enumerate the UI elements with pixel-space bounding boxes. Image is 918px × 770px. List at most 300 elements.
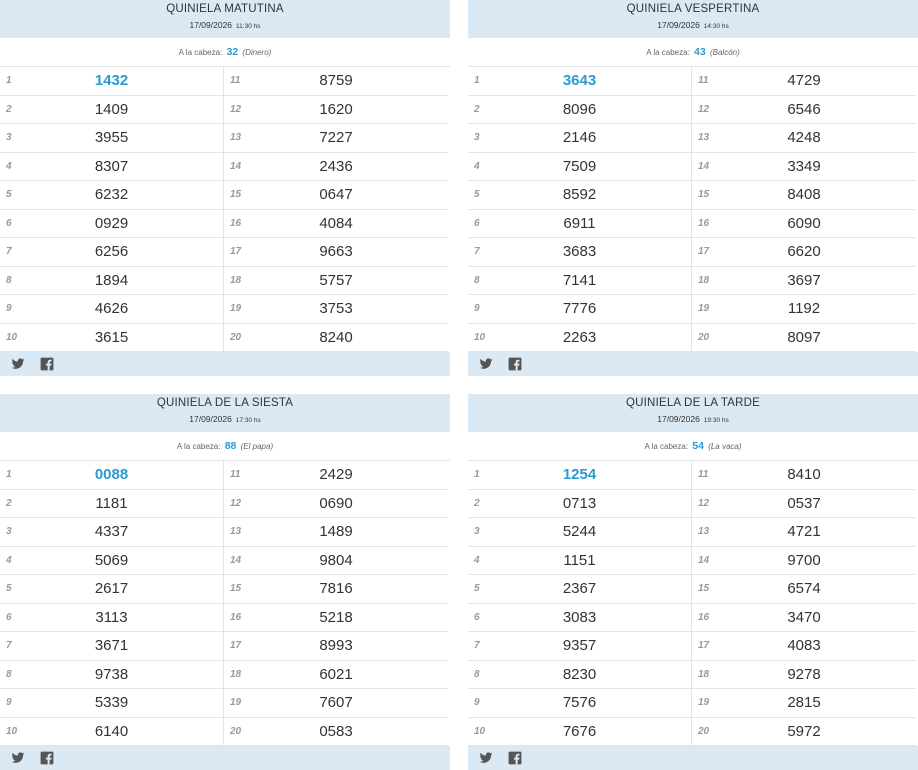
result-position: 1 xyxy=(6,75,12,86)
result-position: 19 xyxy=(230,697,242,708)
result-position: 10 xyxy=(6,725,18,737)
result-number: 5069 xyxy=(94,551,129,569)
result-row xyxy=(224,689,448,718)
cabeza-meaning: (El papa) xyxy=(240,442,274,451)
result-row xyxy=(468,267,691,296)
result-number: 1409 xyxy=(94,100,129,118)
result-number: 7141 xyxy=(562,271,597,289)
draw-hour: 11:30 hs xyxy=(236,23,261,30)
results-grid xyxy=(468,461,918,746)
result-position: 18 xyxy=(230,274,242,286)
results-grid xyxy=(0,67,450,352)
result-row xyxy=(692,490,916,519)
result-row xyxy=(692,547,916,576)
result-row xyxy=(224,324,448,353)
result-number: 6140 xyxy=(94,722,129,740)
result-position: 13 xyxy=(230,526,242,537)
result-number: 1432 xyxy=(94,72,129,89)
twitter-icon[interactable] xyxy=(11,751,25,765)
result-position: 2 xyxy=(6,103,12,115)
result-row xyxy=(224,153,448,182)
result-position: 11 xyxy=(230,75,241,86)
result-number: 5339 xyxy=(94,694,129,711)
result-number: 1181 xyxy=(95,494,128,512)
result-number: 7816 xyxy=(319,580,353,597)
result-row xyxy=(468,153,691,182)
draw-hour: 14:30 hs xyxy=(703,23,729,30)
result-number: 7576 xyxy=(562,694,597,711)
result-row xyxy=(468,461,691,490)
result-row xyxy=(0,267,223,296)
cabeza-number: 32 xyxy=(226,46,239,58)
cabeza-label: A la cabeza: xyxy=(176,442,221,451)
result-number: 4248 xyxy=(787,129,821,146)
result-number: 0929 xyxy=(94,214,129,232)
result-position: 1 xyxy=(474,75,480,86)
cabeza-meaning: (Balcón) xyxy=(709,48,740,57)
result-position: 18 xyxy=(230,668,242,680)
result-position: 20 xyxy=(230,331,242,343)
result-number: 3615 xyxy=(94,328,129,346)
facebook-icon[interactable] xyxy=(508,357,522,371)
result-row xyxy=(692,604,916,633)
result-row xyxy=(0,604,223,633)
cabeza-label: A la cabeza: xyxy=(646,48,690,57)
result-number: 7607 xyxy=(319,694,353,711)
result-position: 13 xyxy=(698,526,710,537)
result-number: 7227 xyxy=(319,129,353,146)
panel-title: QUINIELA DE LA TARDE xyxy=(626,397,760,409)
result-row xyxy=(224,267,448,296)
result-number: 2263 xyxy=(562,328,597,346)
result-position: 7 xyxy=(6,640,12,651)
result-position: 17 xyxy=(230,640,242,651)
draw-hour: 19:30 hs xyxy=(703,417,729,424)
result-number: 9663 xyxy=(319,243,353,260)
result-number: 2815 xyxy=(787,694,821,711)
result-row xyxy=(692,632,916,661)
result-row xyxy=(0,124,223,153)
result-row xyxy=(692,295,916,324)
result-number: 5757 xyxy=(319,271,353,289)
result-number: 4626 xyxy=(94,300,129,317)
result-row xyxy=(224,518,448,547)
result-number: 8408 xyxy=(787,186,821,203)
result-row xyxy=(468,181,691,210)
result-position: 12 xyxy=(698,103,710,115)
result-number: 3683 xyxy=(562,243,597,260)
result-row xyxy=(224,661,448,690)
result-position: 19 xyxy=(230,303,242,314)
result-row xyxy=(692,181,916,210)
result-position: 16 xyxy=(230,611,242,623)
result-row xyxy=(0,181,223,210)
draw-date: 17/09/2026 xyxy=(189,20,233,30)
draw-hour: 17:30 hs xyxy=(235,417,261,424)
result-number: 8307 xyxy=(94,157,129,175)
result-row xyxy=(692,461,916,490)
result-row xyxy=(0,96,223,125)
result-position: 16 xyxy=(698,217,710,229)
panel-date xyxy=(468,18,918,34)
result-row xyxy=(0,689,223,718)
cabeza-number: 43 xyxy=(694,46,706,58)
result-number: 7776 xyxy=(562,300,597,317)
result-number: 7509 xyxy=(562,157,597,175)
result-position: 19 xyxy=(698,303,710,314)
result-position: 15 xyxy=(698,189,710,200)
result-row xyxy=(224,295,448,324)
result-row xyxy=(692,661,916,690)
result-position: 5 xyxy=(474,189,480,200)
result-number: 6090 xyxy=(787,214,821,232)
result-position: 3 xyxy=(474,526,480,537)
result-row xyxy=(468,518,691,547)
cabeza-number: 54 xyxy=(692,440,704,452)
result-position: 9 xyxy=(474,697,480,708)
panel-date xyxy=(0,412,450,428)
results-grid xyxy=(0,461,450,746)
results-column-left xyxy=(468,461,692,746)
panel-footer xyxy=(468,746,918,770)
panel-title: QUINIELA MATUTINA xyxy=(166,3,284,15)
result-position: 12 xyxy=(230,497,242,509)
results-grid xyxy=(468,67,918,352)
result-position: 3 xyxy=(6,132,12,143)
cabeza-number: 88 xyxy=(224,440,237,452)
result-row xyxy=(692,718,916,747)
result-number: 3113 xyxy=(95,608,128,626)
result-position: 18 xyxy=(698,668,710,680)
result-position: 3 xyxy=(6,526,12,537)
result-row xyxy=(692,518,916,547)
result-position: 2 xyxy=(6,497,12,509)
result-row xyxy=(692,575,916,604)
result-position: 13 xyxy=(698,132,710,143)
result-number: 2367 xyxy=(562,580,597,597)
result-row xyxy=(468,238,691,267)
results-column-left xyxy=(468,67,692,352)
result-row xyxy=(468,575,691,604)
result-number: 2617 xyxy=(94,580,129,597)
facebook-icon[interactable] xyxy=(40,751,54,765)
cabeza-row xyxy=(0,38,450,67)
cabeza-row xyxy=(468,38,918,67)
result-row xyxy=(0,490,223,519)
panel-header xyxy=(0,0,450,38)
result-position: 13 xyxy=(230,132,242,143)
draw-date: 17/09/2026 xyxy=(657,414,700,424)
result-row xyxy=(224,490,448,519)
draw-date: 17/09/2026 xyxy=(657,20,700,30)
result-row xyxy=(0,632,223,661)
result-position: 2 xyxy=(474,103,480,115)
result-position: 5 xyxy=(6,189,12,200)
result-row xyxy=(692,210,916,239)
result-row xyxy=(0,238,223,267)
panel-siesta xyxy=(0,394,450,770)
result-row xyxy=(224,632,448,661)
result-row xyxy=(0,718,223,747)
result-number: 6232 xyxy=(94,186,129,203)
cabeza-row xyxy=(468,432,918,461)
panel-vespertina xyxy=(468,0,918,376)
result-row xyxy=(468,324,691,353)
result-row xyxy=(224,461,448,490)
result-row xyxy=(468,124,691,153)
result-position: 14 xyxy=(698,554,710,566)
result-row xyxy=(692,238,916,267)
twitter-icon[interactable] xyxy=(11,357,25,371)
result-position: 15 xyxy=(230,583,242,594)
result-row xyxy=(224,210,448,239)
result-row xyxy=(468,604,691,633)
panel-header xyxy=(468,0,918,38)
result-row xyxy=(0,518,223,547)
result-row xyxy=(468,718,691,747)
cabeza-meaning: (Dinero) xyxy=(242,48,272,57)
result-row xyxy=(0,324,223,353)
result-number: 4721 xyxy=(787,523,821,540)
result-number: 8097 xyxy=(787,328,821,346)
result-number: 8993 xyxy=(319,637,353,654)
result-number: 3753 xyxy=(319,300,353,317)
result-position: 2 xyxy=(474,497,480,509)
result-row xyxy=(468,632,691,661)
draw-date: 17/09/2026 xyxy=(189,414,232,424)
result-position: 8 xyxy=(474,668,480,680)
result-number: 9804 xyxy=(319,551,353,569)
result-position: 6 xyxy=(6,217,12,229)
result-position: 11 xyxy=(698,75,709,86)
result-row xyxy=(468,295,691,324)
result-number: 1620 xyxy=(319,100,353,118)
result-position: 4 xyxy=(474,160,480,172)
result-row xyxy=(692,689,916,718)
result-position: 6 xyxy=(474,611,480,623)
panel-header xyxy=(0,394,450,432)
result-position: 18 xyxy=(698,274,710,286)
results-column-right xyxy=(692,67,916,352)
result-row xyxy=(0,575,223,604)
result-number: 1192 xyxy=(787,300,821,317)
result-row xyxy=(224,604,448,633)
result-number: 0690 xyxy=(319,494,353,512)
result-position: 8 xyxy=(474,274,480,286)
result-position: 5 xyxy=(6,583,12,594)
result-row xyxy=(468,210,691,239)
result-number: 6546 xyxy=(787,100,821,118)
panel-date xyxy=(468,412,918,428)
panel-footer xyxy=(0,352,450,376)
result-number: 3643 xyxy=(562,72,597,89)
result-number: 3671 xyxy=(94,637,129,654)
result-row xyxy=(692,267,916,296)
result-position: 15 xyxy=(230,189,242,200)
result-number: 8759 xyxy=(319,72,353,89)
result-position: 4 xyxy=(6,160,12,172)
result-position: 10 xyxy=(474,725,486,737)
result-row xyxy=(224,96,448,125)
twitter-icon[interactable] xyxy=(479,751,493,765)
result-position: 17 xyxy=(698,640,710,651)
result-row xyxy=(0,547,223,576)
result-row xyxy=(0,295,223,324)
result-number: 8230 xyxy=(562,665,597,683)
result-row xyxy=(468,689,691,718)
result-number: 2146 xyxy=(562,129,597,146)
result-number: 0088 xyxy=(94,466,129,483)
result-position: 1 xyxy=(6,469,12,480)
result-position: 14 xyxy=(230,554,242,566)
result-number: 5218 xyxy=(319,608,353,626)
twitter-icon[interactable] xyxy=(479,357,493,371)
result-position: 3 xyxy=(474,132,480,143)
panel-footer xyxy=(0,746,450,770)
result-position: 16 xyxy=(230,217,242,229)
result-position: 7 xyxy=(474,640,480,651)
result-position: 15 xyxy=(698,583,710,594)
result-position: 6 xyxy=(474,217,480,229)
result-number: 8592 xyxy=(562,186,597,203)
result-number: 7676 xyxy=(562,722,597,740)
result-row xyxy=(468,547,691,576)
result-position: 4 xyxy=(6,554,12,566)
result-number: 1151 xyxy=(563,551,596,569)
cabeza-meaning: (La vaca) xyxy=(708,442,742,451)
results-column-right xyxy=(224,67,448,352)
result-position: 16 xyxy=(698,611,710,623)
result-number: 4083 xyxy=(787,637,821,654)
panel-title: QUINIELA DE LA SIESTA xyxy=(156,397,294,409)
result-number: 6911 xyxy=(563,214,596,232)
panel-header xyxy=(468,394,918,432)
result-position: 20 xyxy=(698,331,710,343)
result-position: 8 xyxy=(6,274,12,286)
result-number: 9357 xyxy=(562,637,597,654)
result-row xyxy=(224,718,448,747)
result-row xyxy=(692,124,916,153)
result-position: 9 xyxy=(6,697,12,708)
result-position: 4 xyxy=(474,554,480,566)
result-position: 7 xyxy=(474,246,480,257)
result-position: 12 xyxy=(230,103,242,115)
result-position: 11 xyxy=(230,469,241,480)
panel-footer xyxy=(468,352,918,376)
result-row xyxy=(692,153,916,182)
result-position: 10 xyxy=(6,331,18,343)
result-number: 6620 xyxy=(787,243,821,260)
result-number: 5972 xyxy=(787,722,821,740)
result-number: 8096 xyxy=(562,100,597,118)
result-number: 9278 xyxy=(787,665,821,683)
panel-title: QUINIELA VESPERTINA xyxy=(626,3,760,15)
result-position: 8 xyxy=(6,668,12,680)
result-row xyxy=(0,461,223,490)
result-row xyxy=(692,324,916,353)
result-position: 9 xyxy=(474,303,480,314)
result-row xyxy=(224,124,448,153)
result-row xyxy=(224,238,448,267)
result-row xyxy=(692,96,916,125)
result-number: 0537 xyxy=(787,494,821,512)
result-number: 3955 xyxy=(94,129,129,146)
result-number: 3083 xyxy=(562,608,597,626)
result-row xyxy=(224,575,448,604)
result-number: 3470 xyxy=(787,608,821,626)
cabeza-row xyxy=(0,432,450,461)
results-column-right xyxy=(224,461,448,746)
result-number: 1894 xyxy=(94,271,129,289)
result-number: 9738 xyxy=(94,665,129,683)
result-row xyxy=(0,210,223,239)
result-number: 2429 xyxy=(319,466,353,483)
result-row xyxy=(468,96,691,125)
facebook-icon[interactable] xyxy=(40,357,54,371)
result-number: 5244 xyxy=(562,523,597,540)
results-column-right xyxy=(692,461,916,746)
result-position: 14 xyxy=(230,160,242,172)
result-position: 9 xyxy=(6,303,12,314)
result-position: 20 xyxy=(698,725,710,737)
result-position: 7 xyxy=(6,246,12,257)
result-position: 20 xyxy=(230,725,242,737)
result-number: 0713 xyxy=(562,494,597,512)
result-number: 6574 xyxy=(787,580,821,597)
result-number: 1489 xyxy=(319,523,353,540)
cabeza-label: A la cabeza: xyxy=(178,48,223,57)
result-row xyxy=(468,67,691,96)
result-position: 11 xyxy=(698,469,709,480)
facebook-icon[interactable] xyxy=(508,751,522,765)
result-row xyxy=(692,67,916,96)
result-row xyxy=(0,67,223,96)
result-position: 5 xyxy=(474,583,480,594)
result-number: 6256 xyxy=(94,243,129,260)
result-number: 3697 xyxy=(787,271,821,289)
panel-tarde xyxy=(468,394,918,770)
result-number: 6021 xyxy=(319,665,353,683)
result-row xyxy=(468,490,691,519)
result-row xyxy=(224,547,448,576)
result-position: 12 xyxy=(698,497,710,509)
result-position: 17 xyxy=(698,246,710,257)
panel-matutina xyxy=(0,0,450,376)
result-position: 17 xyxy=(230,246,242,257)
panel-date xyxy=(0,18,450,34)
result-number: 0647 xyxy=(319,186,353,203)
result-number: 2436 xyxy=(319,157,353,175)
result-number: 4729 xyxy=(787,72,821,89)
result-number: 4337 xyxy=(94,523,129,540)
result-number: 8410 xyxy=(787,466,821,483)
result-row xyxy=(224,67,448,96)
result-position: 14 xyxy=(698,160,710,172)
result-position: 19 xyxy=(698,697,710,708)
result-number: 1254 xyxy=(562,466,597,483)
result-position: 1 xyxy=(474,469,480,480)
result-number: 4084 xyxy=(319,214,353,232)
cabeza-label: A la cabeza: xyxy=(644,442,689,451)
result-row xyxy=(224,181,448,210)
result-position: 6 xyxy=(6,611,12,623)
result-row xyxy=(0,661,223,690)
result-position: 10 xyxy=(474,331,486,343)
result-row xyxy=(468,661,691,690)
results-column-left xyxy=(0,461,224,746)
result-number: 9700 xyxy=(787,551,821,569)
result-row xyxy=(0,153,223,182)
